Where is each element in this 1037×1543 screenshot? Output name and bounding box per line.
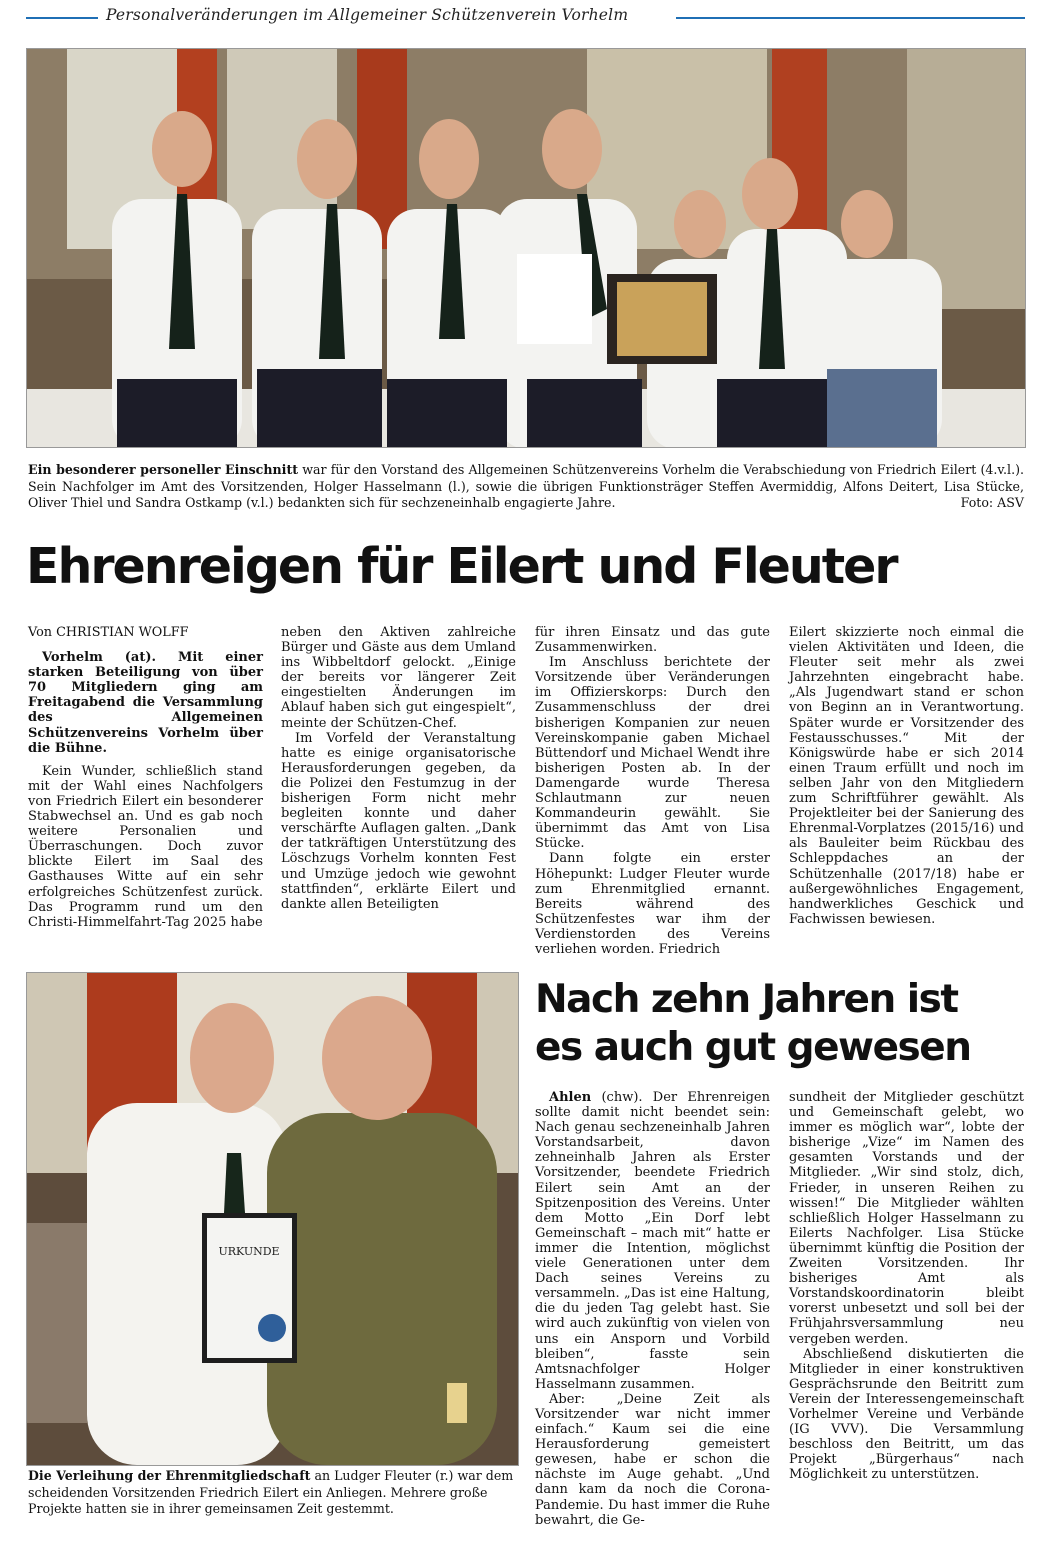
article1-column-4 — [789, 625, 1024, 927]
award-photo-illustration — [27, 973, 518, 1465]
article1-column-1 — [28, 625, 263, 930]
caption-1-lead: Ein besonderer personeller Einschnitt — [28, 462, 299, 477]
article2-paragraph: Abschließend diskutierten die Mitglieder in einer konstruktiven Gesprächsrunde den Beitritt zum Verein der Interessengemeinschaft Vorhelmer Vereine und Verbände (IG VVV). Die Versammlung beschloss den Beitritt, um das Projekt „Bürgerhaus“ nach Möglichkeit zu unterstützen. — [789, 1346, 1024, 1483]
article1-paragraph: Im Vorfeld der Veranstaltung hatte es einige organisatorische Herausforderungen gegeben, da die Polizei den Festumzug in der bisherigen Form nicht mehr begleiten konnte und daher verschärfte Auflagen galten. „Dank der tatkräftigen Unterstützung des Löschzugs Vorhelm konnten Fest und Umzüge jedoch wie gewohnt stattfinden“, erklärte Eilert und dankte allen Beteiligten — [281, 730, 516, 912]
award-photo — [26, 972, 519, 1466]
caption-2-lead: Die Verleihung der Ehrenmitgliedschaft — [28, 1468, 311, 1483]
caption-2-text: an Ludger Fleuter (r.) war dem scheidenden Vorsitzenden Friedrich Eilert ein Anliegen. Mehrere große Projekte hatten sie in ihrer gemeinsamen Zeit gestemmt. — [28, 1468, 514, 1516]
section-kicker — [26, 6, 1025, 30]
article2-paragraph — [535, 1090, 770, 1392]
article1-paragraph: Im Anschluss berichtete der Vorsitzende über Veränderungen im Offizierskorps: Durch den Zusammenschluss der drei bisherigen Kompanien zur neuen Vereinskompanie gaben Michael Büttendorf und Michael Wendt ihre bisherigen Posten ab. In der Damengarde wurde Theresa Schlautmann zur neuen Kommandeurin gewählt. Sie übernimmt das Amt von Lisa Stücke. — [535, 655, 770, 852]
kicker-text: Personalveränderungen im Allgemeiner Schützenverein Vorhelm — [106, 6, 629, 24]
article2-lead-text: (chw). Der Ehrenreigen sollte damit nicht beendet sein: Nach genau sechzeneinhalb Jahren Vorstandsarbeit, davon zehneinhalb Jahren als Erster Vorsitzender, beendete Friedrich Eilert sein Amt an der Spitzenposition des Vereins. Unter dem Motto „Ein Dorf lebt Gemeinschaft – mach mit“ hatte er immer die Intention, möglichst viele Generationen unter dem Dach seines Vereins zu versammeln. „Das ist eine Haltung, die du jeden Tag gelebt hast. Sie wird auch zukünftig von vielen von uns ein Ansporn und Vorbild bleiben“, fasste sein Amtsnachfolger Holger Hasselmann zusammen. — [535, 1090, 771, 1392]
article1-paragraph: für ihren Einsatz und das gute Zusammenwirken. — [535, 625, 770, 656]
certificate-title: URKUNDE — [218, 1245, 280, 1258]
dateline: Ahlen — [549, 1090, 592, 1105]
article1-column-2 — [281, 625, 516, 912]
article2-column-2 — [789, 1090, 1024, 1482]
caption-1-text: war für den Vorstand des Allgemeinen Schützenvereins Vorhelm die Verabschiedung von Friedrich Eilert (4.v.l.). Sein Nachfolger im Amt des Vorsitzenden, Holger Hasselmann (l.), sowie die übrigen Funktionsträger Steffen Avermiddig, Alfons Deitert, Lisa Stücke, Oliver Thiel und Sandra Ostkamp (v.l.) bedankten sich für sechzeneinhalb engagierte Jahre. — [28, 462, 1024, 510]
photo-credit: Foto: ASV — [960, 495, 1024, 510]
group-photo-illustration — [27, 49, 1025, 447]
headline-second-line-1: Nach zehn Jahren ist — [535, 977, 958, 1022]
article1-paragraph: Eilert skizzierte noch einmal die vielen Aktivitäten und Ideen, die Fleuter seit mehr als zwei Jahrzehnten eingebracht habe. „Als Jugendwart stand er schon von Beginn an in Verantwortung. Später wurde er Vorsitzender des Festausschusses.“ Mit der Königswürde habe er sich 2014 einen Traum erfüllt und noch im selben Jahr von den Mitgliedern zum Schriftführer gewählt. Als Projektleiter bei der Sanierung des Ehrenmal-Vorplatzes (2015/16) und als Bauleiter beim Rückbau des Schleppdaches an der Schützenhalle (2017/18) habe er außergewöhnliches Engagement, handwerkliches Geschick und Fachwissen bewiesen. — [789, 625, 1024, 927]
kicker-rule-right — [676, 17, 1025, 19]
article1-paragraph: neben den Aktiven zahlreiche Bürger und Gäste aus dem Umland ins Wibbeltdorf gelockt. „Einige der bereits vor längerer Zeit eingestielten Änderungen im Ablauf haben sich gut eingespielt“, meinte der Schützen-Chef. — [281, 625, 516, 731]
headline-second-line-2: es auch gut gewesen — [535, 1025, 971, 1070]
headline-main: Ehrenreigen für Eilert und Fleuter — [26, 538, 897, 595]
article2-paragraph: sundheit der Mitglieder geschützt und Gemeinschaft gelebt, wo immer es möglich war“, lobte der bisherige „Vize“ im Namen des gesamten Vorstands und der Mitglieder. „Wir sind stolz, dich, Frieder, in unseren Reihen zu wissen!“ Die Mitglieder wählten schließlich Holger Hasselmann zu Eilerts Nachfolger. Lisa Stücke übernimmt künftig die Position der Zweiten Vorsitzenden. Ihr bisheriges Amt als Vorstandskoordinatorin bleibt vorerst unbesetzt und soll bei der Frühjahrsversammlung neu vergeben werden. — [789, 1090, 1024, 1347]
article1-paragraph: Dann folgte ein erster Höhepunkt: Ludger Fleuter wurde zum Ehrenmitglied ernannt. Bereits während des Schützenfestes war ihm der Verdienstorden des Vereins verliehen worden. Friedrich — [535, 851, 770, 957]
article1-lead-paragraph: Vorhelm (at). Mit einer starken Beteiligung von über 70 Mitgliedern ging am Freitagabend die Versammlung des Allgemeinen Schützenvereins Vorhelm über die Bühne. — [28, 650, 263, 756]
byline: Von CHRISTIAN WOLFF — [28, 625, 189, 640]
article2-column-1 — [535, 1090, 770, 1528]
photo-caption-1 — [28, 462, 1024, 512]
article1-column-3 — [535, 625, 770, 957]
kicker-rule-left — [26, 17, 98, 19]
headline-second — [535, 976, 970, 1072]
group-photo — [26, 48, 1026, 448]
article1-paragraph: Kein Wunder, schließlich stand mit der Wahl eines Nachfolgers von Friedrich Eilert ein besonderer Stabwechsel an. Und es gab noch weitere Personalien und Überraschungen. Doch zuvor blickte Eilert im Saal des Gasthauses Witte auf ein sehr erfolgreiches Schützenfest zurück. Das Programm rund um den Christi-Himmelfahrt-Tag 2025 habe — [28, 763, 263, 930]
article2-paragraph: Aber: „Deine Zeit als Vorsitzender war nicht immer einfach.“ Kaum sei die eine Herausforderung gemeistert gewesen, habe er schon die nächste im Auge gehabt. „Und dann kam da noch die Corona-Pandemie. Du hast immer die Ruhe bewahrt, die Ge- — [535, 1391, 770, 1528]
photo-caption-2 — [28, 1468, 517, 1518]
